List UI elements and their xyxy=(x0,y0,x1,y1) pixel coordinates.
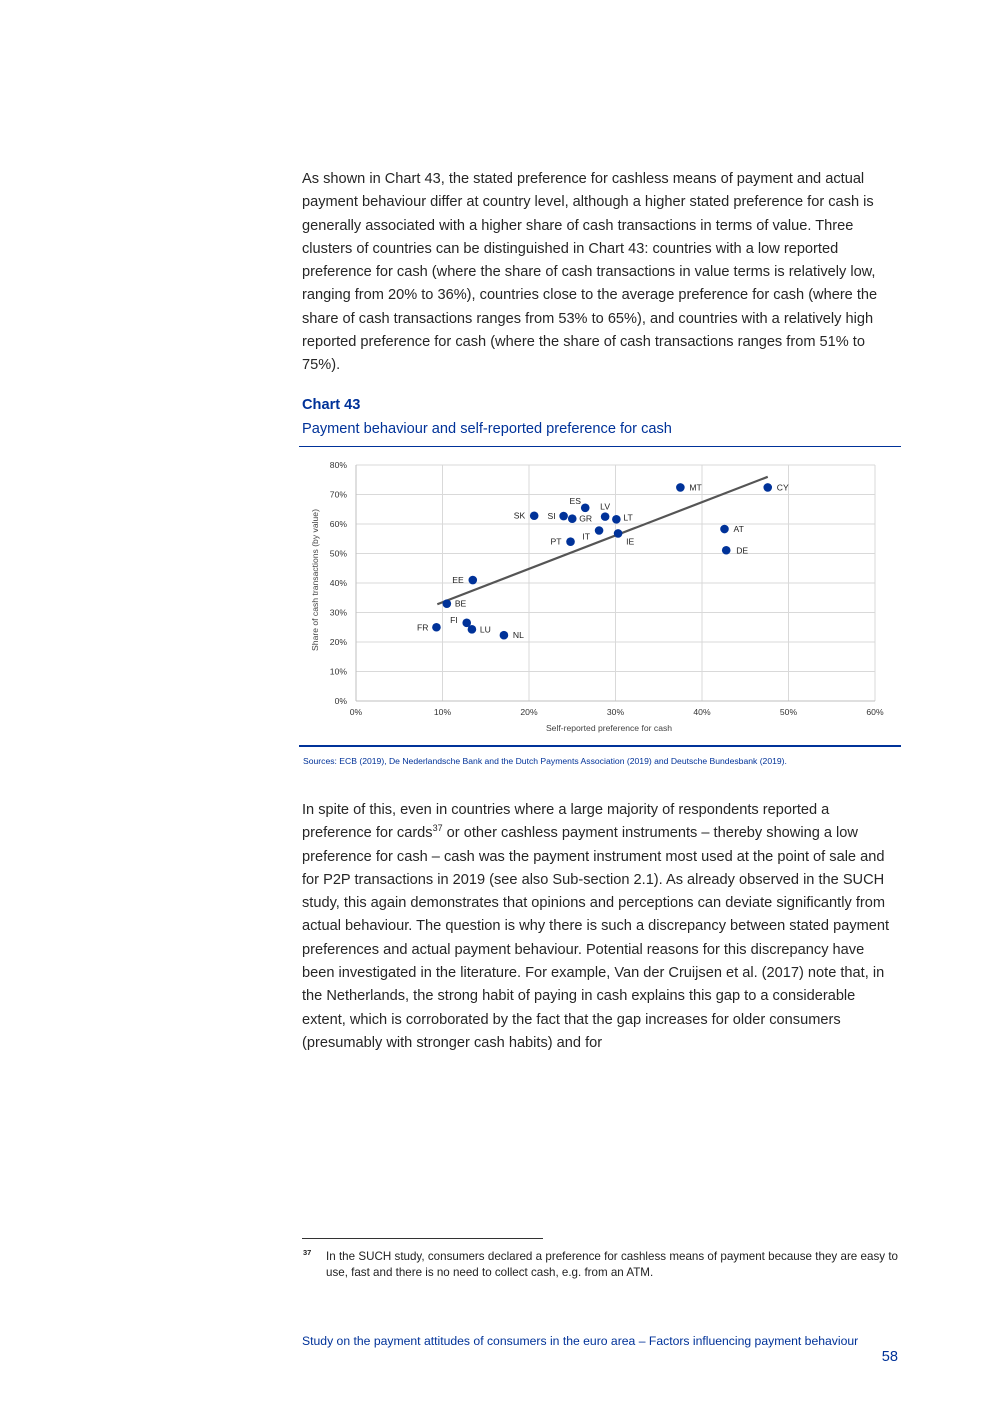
x-tick-label: 50% xyxy=(779,707,798,717)
data-label-de: DE xyxy=(736,545,749,556)
data-point-lu xyxy=(468,625,477,634)
data-label-sk: SK xyxy=(513,510,526,521)
chart-sources: Sources: ECB (2019), De Nederlandsche Bank and the Dutch Payments Association (2019) and Deutsche Bundesbank (2019). xyxy=(303,756,787,766)
data-label-ie: IE xyxy=(626,536,635,547)
x-tick-label: 10% xyxy=(433,707,452,717)
running-footer-title: Study on the payment attitudes of consumers in the euro area – Factors influencing payment behaviour xyxy=(302,1334,859,1348)
data-label-si: SI xyxy=(547,511,556,522)
chart-axes xyxy=(330,460,884,717)
chart-points xyxy=(417,482,789,640)
data-point-de xyxy=(722,546,731,555)
data-point-si xyxy=(559,512,568,521)
y-tick-label: 10% xyxy=(329,666,347,677)
footnote-reference[interactable]: 37 xyxy=(432,823,443,834)
data-point-be xyxy=(443,599,452,608)
data-point-nl xyxy=(500,631,509,640)
y-tick-label: 30% xyxy=(329,607,347,618)
data-point-es xyxy=(581,503,590,512)
chart-number: Chart 43 xyxy=(302,397,361,413)
data-label-es: ES xyxy=(569,495,581,506)
data-label-be: BE xyxy=(454,598,467,609)
data-point-gr xyxy=(568,514,577,523)
y-tick-label: 50% xyxy=(329,548,347,559)
x-tick-label: 30% xyxy=(606,707,625,717)
data-label-lv: LV xyxy=(600,501,611,512)
footnote-separator xyxy=(302,1238,543,1239)
data-point-mt xyxy=(676,483,685,492)
chart-bottom-rule xyxy=(299,745,901,747)
scatter-chart xyxy=(299,450,901,742)
data-point-it xyxy=(595,526,604,535)
y-tick-label: 80% xyxy=(329,460,347,470)
x-tick-label: 20% xyxy=(520,707,538,717)
y-tick-label: 70% xyxy=(329,489,347,500)
body-paragraph-2-part-1: In spite of this, even in countries where a large majority of respondents reported a preference for cards xyxy=(302,802,830,842)
trendline xyxy=(437,477,767,604)
x-tick-label: 40% xyxy=(693,707,711,717)
x-axis-label: Self-reported preference for cash xyxy=(545,723,673,733)
data-label-it: IT xyxy=(582,531,591,542)
chart-top-rule xyxy=(299,446,901,447)
x-tick-label: 60% xyxy=(866,707,884,717)
x-tick-label: 0% xyxy=(349,707,363,717)
body-paragraph-2-part-2: or other cashless payment instruments – thereby showing a low preference for cash – cash was the payment instrument most used at the point of sale and for P2P transactions in 2019 (see also Sub-section 2.1). As already observed in the SUCH study, this again demonstrates that opinions and perceptions can deviate significantly from actual behaviour. The question is why there is such a discrepancy between stated payment preferences and actual payment behaviour. Potential reasons for this discrepancy have been investigated in the literature. For example, Van der Cruijsen et al. (2017) note that, in the Netherlands, the strong habit of paying in cash explains this gap to a considerable extent, which is corroborated by the fact that the gap increases for older consumers (presumably with stronger cash habits) and for xyxy=(302,825,890,1051)
body-paragraph-2 xyxy=(302,799,900,1055)
data-point-fr xyxy=(432,623,441,632)
data-label-cy: CY xyxy=(776,482,789,493)
data-label-pt: PT xyxy=(550,536,562,547)
page-number: 58 xyxy=(881,1349,898,1365)
data-point-ie xyxy=(614,529,623,538)
data-point-lt xyxy=(612,515,621,524)
chart-gridlines xyxy=(356,465,875,701)
data-label-nl: NL xyxy=(512,630,524,641)
data-label-fr: FR xyxy=(416,622,429,633)
body-paragraph-1: As shown in Chart 43, the stated preference for cashless means of payment and actual payment behaviour differ at country level, although a higher stated preference for cash is generally associated with a higher share of cash transactions in terms of value. Three clusters of countries can be distinguished in Chart 43: countries with a low reported preference for cash (where the share of cash transactions in value terms is relatively low, ranging from 20% to 36%), countries close to the average preference for cash (where the share of cash transactions ranges from 53% to 65%), and countries with a relatively high reported preference for cash (where the share of cash transactions ranges from 51% to 75%). xyxy=(302,171,878,374)
data-label-gr: GR xyxy=(579,513,593,524)
y-tick-label: 40% xyxy=(329,578,347,588)
footnote-mark: 37 xyxy=(303,1248,312,1257)
data-point-ee xyxy=(468,576,477,585)
data-point-at xyxy=(720,525,729,534)
data-point-cy xyxy=(763,483,772,492)
y-axis-label: Share of cash transactions (by value) xyxy=(310,509,320,651)
data-point-sk xyxy=(530,511,539,520)
data-label-fi: FI xyxy=(450,614,458,625)
data-label-mt: MT xyxy=(689,482,702,493)
data-label-lu: LU xyxy=(479,624,491,635)
data-point-pt xyxy=(566,537,575,546)
data-label-at: AT xyxy=(733,524,744,535)
footnote-text: In the SUCH study, consumers declared a preference for cashless means of payment because they are easy to use, fast and there is no need to collect cash, e.g. from an ATM. xyxy=(326,1250,898,1279)
data-point-lv xyxy=(601,512,610,521)
data-label-ee: EE xyxy=(452,575,464,586)
y-tick-label: 0% xyxy=(334,696,347,706)
y-tick-label: 60% xyxy=(329,519,347,529)
data-label-lt: LT xyxy=(623,512,633,523)
chart-trendline-group xyxy=(437,477,767,604)
y-tick-label: 20% xyxy=(329,637,347,647)
chart-title: Payment behaviour and self-reported preference for cash xyxy=(302,421,672,437)
